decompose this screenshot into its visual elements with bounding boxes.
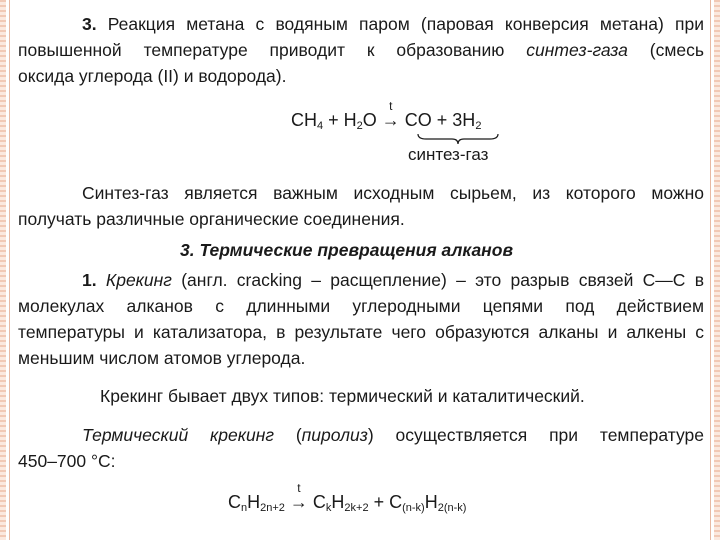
synthesis-line2: получать различные органические соединения. <box>18 209 405 229</box>
syngas-brace <box>416 132 500 146</box>
right-decorative-stripe <box>714 0 720 540</box>
syngas-term: синтез-газа <box>526 40 628 60</box>
synthesis-line1: Синтез-газ является важным исходным сырьем, из которого можно <box>82 183 704 203</box>
cracking-types: Крекинг бывает двух типов: термический и каталитический. <box>100 386 585 406</box>
methane-conversion-equation: $CH_4 + H_2O$ t → CO + $3H_2$ <box>291 99 482 132</box>
section-heading: 3. Термические превращения алканов <box>180 240 514 260</box>
section3-line2: повышенной температуре приводит к образованию синтез-газа (смесь <box>18 40 704 60</box>
section3-line1: 3. Реакция метана с водяным паром (паровая конверсия метана) при <box>82 14 704 34</box>
syngas-brace-label: синтез-газ <box>408 145 489 164</box>
cracking-line2: молекулах алканов с длинными углеродными цепями под действием <box>18 296 704 316</box>
cracking-line4: меньшим числом атомов углерода. <box>18 348 306 368</box>
cracking-line3: температуры и катализатора, в результате чего образуются алканы и алкены с <box>18 322 704 342</box>
section3-line3: оксида углерода (II) и водорода). <box>18 66 287 86</box>
left-decorative-stripe <box>0 0 6 540</box>
cracking-term: Крекинг <box>96 270 172 290</box>
cracking-line1: 1. Крекинг (англ. cracking – расщепление) – это разрыв связей С—С в <box>82 270 704 290</box>
section3-number: 3. <box>82 14 97 34</box>
thermal-cracking-term: Термический крекинг <box>82 425 274 445</box>
reaction-arrow: t → <box>381 99 400 130</box>
thermal-line1: Термический крекинг (пиролиз) осуществляется при температуре <box>82 425 704 445</box>
right-border-line <box>710 0 711 540</box>
left-border-line <box>9 0 10 540</box>
reaction-arrow-2: t → <box>289 481 308 512</box>
pyrolysis-term: пиролиз <box>301 425 368 445</box>
thermal-line2: 450–700 °С: <box>18 451 116 471</box>
thermal-cracking-equation: $C_nH_{2n+2}$ t → $C_kH_{2k+2} + C_{(n-k)}H_{2(n-k)}$ <box>228 481 467 514</box>
